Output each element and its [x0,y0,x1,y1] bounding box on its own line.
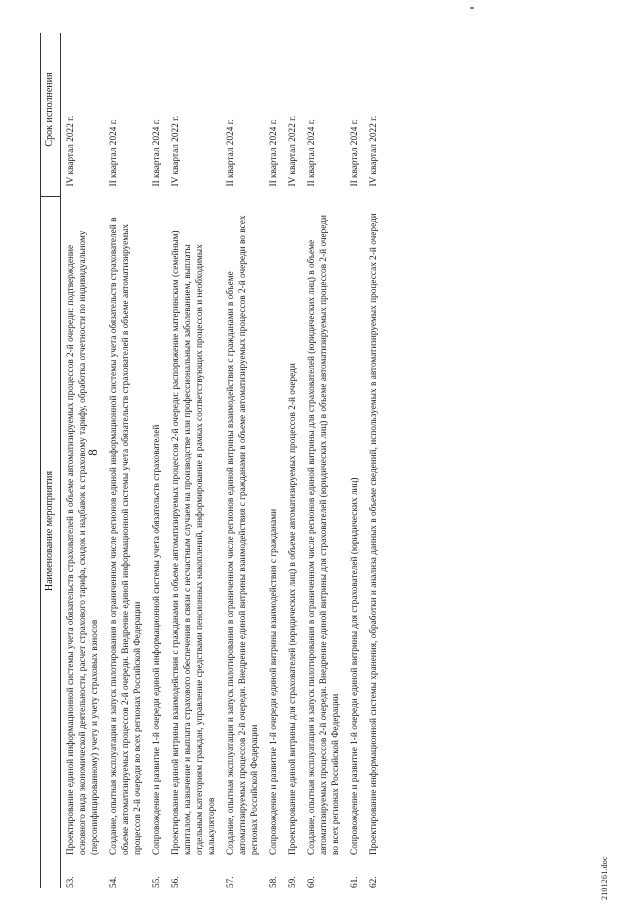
row-name: Сопровождение и развитие 1-й очереди единой витрины взаимодействия с гражданами [269,508,279,855]
row-name: Проектирование единой информационной системы учета обязательств страхователей в объеме автоматизируемых процессов 2-й очереди: подтверждение основного вида экономической деятельности, расчет страхового тарифа, скидок и надбавок к страховому тарифу, обработка отчетности по индивидуальному (персонифицированному) учету и учету страховых взносов [66,230,100,855]
row-name: Проектирование информационной системы хранения, обработки и анализа данных в объеме сведений, используемых в автоматизируемых процессах 2-й очереди [369,213,379,855]
table-row [283,33,302,888]
row-deadline: II квартал 2024 г. [350,119,360,187]
table-row [302,33,345,888]
table-header-row [41,33,61,888]
row-deadline: IV квартал 2022 г. [66,115,76,187]
table-row [147,33,166,888]
row-number: 56. [171,876,181,888]
row-deadline: IV квартал 2022 г. [288,115,298,187]
header-number [41,855,61,888]
row-deadline: II квартал 2024 г. [269,119,279,187]
file-footer: 2101261.doc [600,856,609,900]
header-deadline: Срок исполнения [41,33,61,197]
row-number: 58. [269,876,279,888]
row-number: 53. [66,876,76,888]
row-number: 54. [109,876,119,888]
row-number: 60. [307,876,317,888]
row-number: 55. [152,876,162,888]
row-name: Создание, опытная эксплуатация и запуск пилотирования в ограниченном числе регионов единой информационной системы учета обязательств страхователей в объеме автоматизируемых процессов 2-й очереди. Внедрение единой информационной системы учета обязательств страхователей в объеме автоматизируемых процессов 2-й очереди во всех регионах Российской Федерации [109,217,143,855]
table-row [166,33,221,888]
row-deadline: II квартал 2024 г. [109,119,119,187]
table-row [364,33,383,888]
row-name: Проектирование единой витрины для страхователей (юридических лиц) в объеме автоматизируемых процессов 2-й очереди [288,363,298,855]
row-deadline: II квартал 2024 г. [226,119,236,187]
table-row [221,33,264,888]
row-number: 62. [369,876,379,888]
row-name: Создание, опытная эксплуатация и запуск пилотирования в ограниченном числе регионов единой витрины взаимодействия с гражданами в объеме автоматизируемых процессов 2-й очереди. Внедрение единой витрины взаимодействия с гражданами в объеме автоматизируемых процессов 2-й очереди во всех регионах Российской Федерации [226,215,260,855]
table-row [264,33,283,888]
row-name: Создание, опытная эксплуатация и запуск пилотирования в ограниченном числе регионов единой витрины для страхователей (юридических лиц) в объеме автоматизируемых процессов 2-й очереди. Внедрение единой витрины для страхователей (юридических лиц) в объеме автоматизируемых процессов 2-й очереди во всех регионах Российской Федерации [307,214,341,855]
table-row [345,33,364,888]
row-number: 57. [226,876,236,888]
page-number: 8 [85,449,100,456]
measures-table [40,33,383,888]
table-row [104,33,147,888]
row-name: Проектирование единой витрины взаимодействия с гражданами в объеме автоматизируемых процессов 2-й очереди: распоряжение материнским (семейным) капиталом, назначение и выплата страхового обеспечения в связи с несчастным случаем на производстве или профессиональным заболеванием, выплаты отдельным категориям граждан, управление средствами пенсионных накоплений, информирование в рамках соответствующих процессов и необходимых калькуляторов [171,230,217,855]
row-deadline: II квартал 2024 г. [307,119,317,187]
row-name: Сопровождение и развитие 1-й очереди единой витрины для страхователей (юридических лиц) [350,477,360,855]
row-deadline: IV квартал 2022 г. [171,115,181,187]
row-deadline: IV квартал 2022 г. [369,115,379,187]
row-number: 59. [288,876,298,888]
row-number: 61. [350,876,360,888]
header-name: Наименование мероприятия [41,197,61,856]
row-deadline: II квартал 2024 г. [152,119,162,187]
row-name: Сопровождение и развитие 1-й очереди единой информационной системы учета обязательств страхователей [152,424,162,855]
table-row [61,33,105,888]
